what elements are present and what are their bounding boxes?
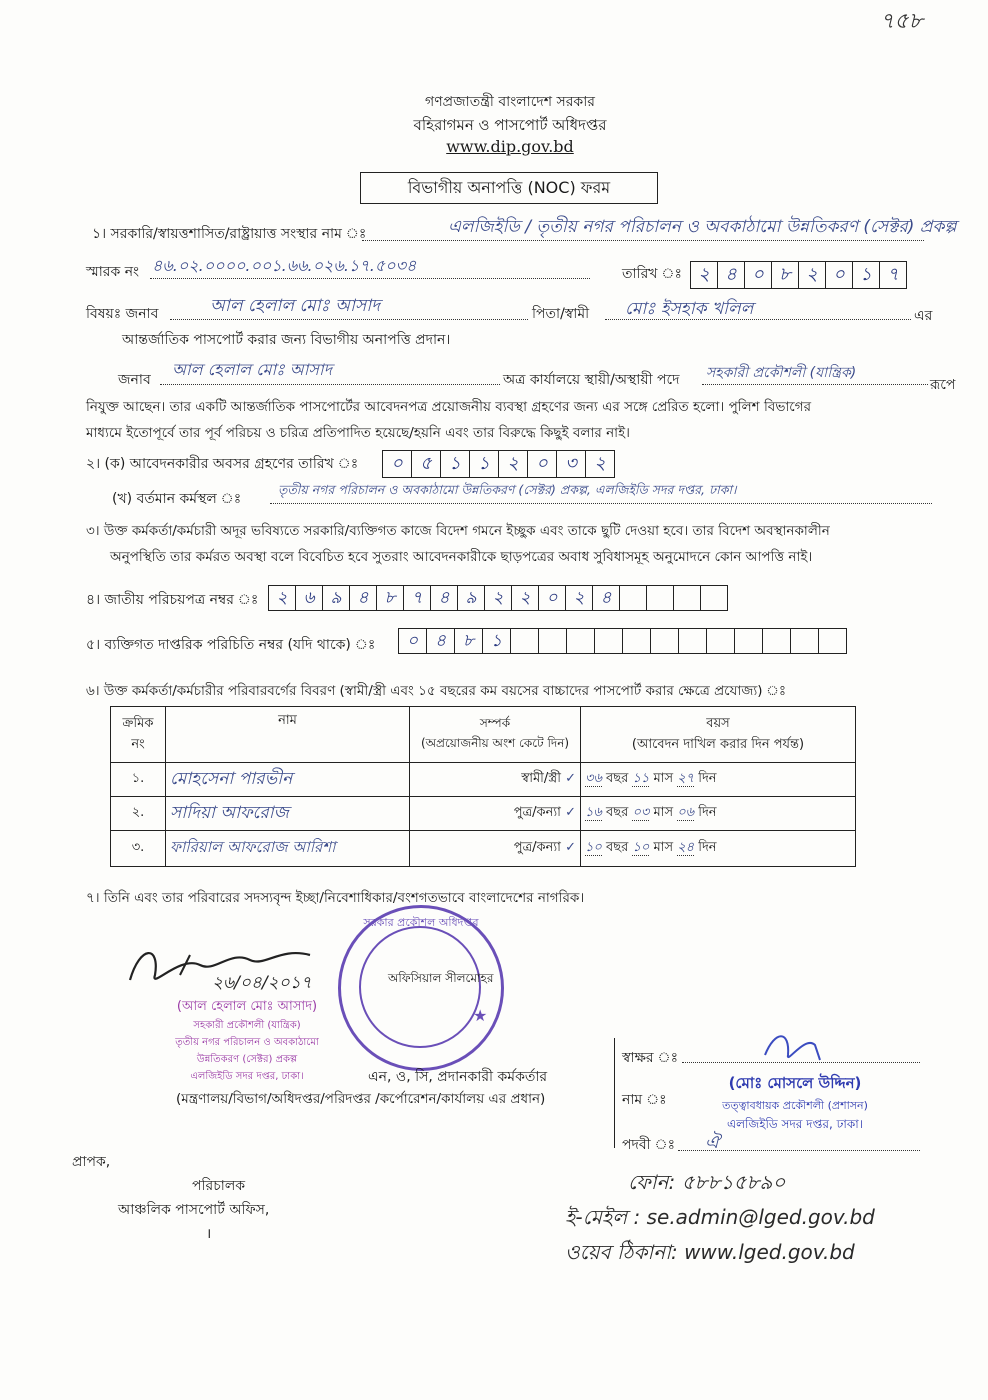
age-days: ০৬ (677, 805, 695, 820)
official-seal-label: অফিসিয়াল সীলমোহর (388, 971, 494, 985)
day-word: দিন (698, 771, 717, 786)
retirement-digit: ০ (382, 450, 411, 478)
left-stamp-line3: উন্নতিকরণ (সেক্টর) প্রকল্প (196, 1054, 298, 1065)
digit-box: ৪ (426, 628, 454, 654)
digit-box: ৭ (403, 585, 430, 611)
left-stamp-line2: তৃতীয় নগর পরিচালন ও অবকাঠামো (175, 1037, 319, 1048)
age-years: ১৬ (585, 805, 602, 820)
retirement-label: ২। (ক) আবেদনকারীর অবসর গ্রহণের তারিখ ঃ (86, 456, 359, 472)
name-label: নাম ঃ (622, 1092, 667, 1108)
row-serial: ২. (111, 797, 166, 831)
phone-line: ফোন: ৫৮৮১৫৮৯০ (628, 1170, 786, 1194)
memo-date-digit: ০ (744, 261, 771, 289)
name-header: নাম (166, 707, 410, 763)
memo-line (150, 278, 590, 279)
recipient-line1: পরিচালক (192, 1178, 246, 1194)
row-relation-text: পুত্র/কন্যা (513, 840, 561, 855)
age-months: ১০ (632, 840, 650, 855)
digit-box: ৪ (592, 585, 619, 611)
item3-line1: ৩। উক্ত কর্মকর্তা/কর্মচারী অদূর ভবিষ্যতে সরকারি/ব্যক্তিগত কাজে বিদেশ গমনে ইচ্ছুক এবং তাকে ছুটি দেওয়া হবে। তার বিদেশ অবস্থানকালীন (86, 523, 830, 539)
age-years: ১০ (585, 840, 602, 855)
left-stamp (152, 997, 342, 1086)
digit-box: ২ (484, 585, 511, 611)
workplace-line (270, 503, 932, 504)
digit-box (510, 628, 538, 654)
memo-date-digit: ২ (690, 261, 717, 289)
citizenship-statement: ৭। তিনি এবং তার পরিবারের সদস্যবৃন্দ ইচ্ছা/নিবেশাধিকার/বংশগতভাবে বাংলাদেশের নাগরিক। (86, 890, 585, 906)
right-stamp-name: (মোঃ মোসলে উদ্দিন) (728, 1074, 862, 1092)
digit-box (538, 628, 566, 654)
right-signature-scribble (760, 1025, 830, 1070)
header-website: www.dip.gov.bd (446, 137, 574, 156)
body-suffix: রূপে (930, 377, 956, 393)
digit-box: ৯ (457, 585, 484, 611)
retirement-digit: ৩ (556, 450, 585, 478)
retirement-digit: ০ (527, 450, 556, 478)
workplace-label: (খ) বর্তমান কর্মস্থল ঃ (112, 491, 242, 507)
right-stamp-office: এলজিইডি সদর দপ্তর, ঢাকা। (726, 1117, 864, 1131)
recipient-line2: আঞ্চলিক পাসপোর্ট অফিস, (118, 1202, 270, 1218)
subject-line2: আন্তর্জাতিক পাসপোর্ট করার জন্য বিভাগীয় অনাপত্তি প্রদান। (122, 332, 451, 348)
left-stamp-name: (আল হেলাল মোঃ আসাদ) (176, 999, 318, 1014)
age-days: ২৭ (677, 771, 695, 786)
right-signature-bracket (614, 1038, 615, 1148)
day-word: দিন (698, 805, 717, 820)
digit-box: ৮ (376, 585, 403, 611)
family-table (110, 706, 856, 867)
body-name-value: আল হেলাল মোঃ আসাদ (172, 360, 333, 379)
table-row (111, 797, 856, 831)
header-government: গণপ্রজাতন্ত্রী বাংলাদেশ সরকার (425, 94, 595, 110)
digit-box: ২ (268, 585, 295, 611)
memo-date-label: তারিখ ঃ (622, 266, 682, 282)
row-relation-text: পুত্র/কন্যা (513, 805, 561, 820)
official-id-label: ৫। ব্যক্তিগত দাপ্তরিক পরিচিতি নম্বর (যদি থাকে) ঃ (86, 637, 376, 653)
post-value: ঐ (705, 1132, 720, 1153)
digit-box (594, 628, 622, 654)
digit-box (673, 585, 700, 611)
official-id-boxes (398, 628, 847, 654)
digit-box (762, 628, 790, 654)
retirement-digit: ৫ (411, 450, 440, 478)
digit-box: ৪ (430, 585, 457, 611)
row-relation-text: স্বামী/স্ত্রী (521, 771, 561, 786)
digit-box (619, 585, 646, 611)
digit-box (818, 628, 847, 654)
memo-date-digit: ১ (852, 261, 879, 289)
relation-header-note: (অপ্রয়োজনীয় অংশ কেটে দিন) (420, 735, 570, 750)
nid-boxes (268, 585, 728, 611)
day-word: দিন (698, 840, 717, 855)
row-relation (410, 797, 581, 831)
memo-date-boxes (690, 261, 907, 289)
memo-date-digit: ৮ (771, 261, 798, 289)
seal-ring-text: সরকার প্রকৌশল অধিদপ্তর (363, 916, 479, 929)
age-months: ০৩ (632, 805, 650, 820)
digit-box: ০ (538, 585, 565, 611)
org-name-value: এলজিইডি / তৃতীয় নগর পরিচালন ও অবকাঠামো উন্নতিকরণ (সেক্টর) প্রকল্প (448, 217, 957, 237)
post-label: পদবী ঃ (622, 1137, 676, 1153)
digit-box: ২ (511, 585, 538, 611)
body-line3: মাধ্যমে ইতোপূর্বে তার পূর্ব পরিচয় ও চরিত্র প্রতিপাদিত হয়েছে/হয়নি এবং তার বিরুদ্ধে কিছুই বলার নাই। (86, 425, 630, 441)
subject-name-value: আল হেলাল মোঃ আসাদ (210, 296, 381, 316)
digit-box: ৯ (322, 585, 349, 611)
age-days: ২৪ (677, 840, 695, 855)
retirement-digit: ২ (498, 450, 527, 478)
memo-value: ৪৬.০২.০০০০.০০১.৬৬.০২৬.১৭.৫০৩৪ (152, 256, 417, 275)
digit-box: ০ (398, 628, 426, 654)
digit-box: ১ (482, 628, 510, 654)
retirement-digit: ১ (440, 450, 469, 478)
nid-label: ৪। জাতীয় পরিচয়পত্র নম্বর ঃ (86, 592, 259, 608)
body-line2: নিযুক্ত আছেন। তার একটি আন্তর্জাতিক পাসপোর্টের আবেদনপত্র প্রয়োজনীয় ব্যবস্থা গ্রহণের জন্য এর সঙ্গে প্রেরিত হলো। পুলিশ বিভাগের (86, 399, 811, 415)
memo-label: স্মারক নং (86, 264, 140, 280)
family-label: ৬। উক্ত কর্মকর্তা/কর্মচারীর পরিবারবর্গের বিবরণ (স্বামী/স্ত্রী এবং ১৫ বছরের কম বয়সের বাচ্চাদের পাসপোর্ট করার ক্ষেত্রে প্রযোজ্য) ঃ (86, 683, 787, 699)
email-line: ই-মেইল : se.admin@lged.gov.bd (565, 1205, 875, 1229)
row-name: মোহসেনা পারভীন (166, 763, 410, 797)
body-name-line (160, 384, 500, 385)
subject-label: বিষয়ঃ জনাব (86, 306, 159, 322)
table-row (111, 831, 856, 867)
page-number-mark: ৭৫৮ (880, 9, 923, 34)
year-word: বছর (606, 771, 629, 786)
item3-line2: অনুপস্থিতি তার কর্মরত অবস্থা বলে বিবেচিত হবে সুতরাং আবেদনকারীকে ছাড়পত্রের অবাধ সুবিধাসমূহ অনুমোদনে কোন আপত্তি নাই। (110, 549, 813, 565)
serial-header: ক্রমিক নং (111, 707, 166, 763)
tick-mark: ✓ (565, 840, 576, 855)
sign-label: স্বাক্ষর ঃ (622, 1050, 679, 1066)
noc-authority-offices: (মন্ত্রণালয়/বিভাগ/অধিদপ্তর/পরিদপ্তর /কর্পোরেশন/কার্যালয় এর প্রধান) (176, 1091, 546, 1107)
header-department: বহিরাগমন ও পাসপোর্ট অধিদপ্তর (413, 116, 607, 134)
month-word: মাস (653, 840, 674, 855)
website-line: ওয়েব ঠিকানা: www.lged.gov.bd (565, 1240, 855, 1264)
org-name-label: ১। সরকারি/স্বায়ত্তশাসিত/রাষ্ট্রায়াত্ত সংস্থার নাম ঃ (92, 226, 367, 242)
row-age (581, 797, 856, 831)
age-years: ৩৬ (585, 771, 602, 786)
digit-box: ২ (565, 585, 592, 611)
memo-date-digit: ০ (825, 261, 852, 289)
left-stamp-line1: সহকারী প্রকৌশলী (যান্ত্রিক) (193, 1020, 301, 1031)
tick-mark: ✓ (565, 771, 576, 786)
month-word: মাস (653, 771, 674, 786)
digit-box: ৮ (454, 628, 482, 654)
memo-date-digit: ৭ (879, 261, 907, 289)
table-row (111, 763, 856, 797)
retirement-digit: ১ (469, 450, 498, 478)
year-word: বছর (606, 805, 629, 820)
digit-box (734, 628, 762, 654)
right-stamp (668, 1072, 922, 1136)
retirement-digit: ২ (585, 450, 615, 478)
age-header-title: বয়স (706, 715, 730, 731)
digit-box (678, 628, 706, 654)
age-months: ১১ (632, 771, 650, 786)
recipient-line3: । (206, 1226, 212, 1242)
body-prefix: জনাব (118, 372, 151, 388)
year-word: বছর (606, 840, 629, 855)
row-age (581, 763, 856, 797)
digit-box (646, 585, 673, 611)
subject-suffix: এর (914, 308, 933, 324)
digit-box: ৬ (295, 585, 322, 611)
retirement-date-boxes (382, 450, 615, 478)
tick-mark: ✓ (565, 805, 576, 820)
workplace-value: তৃতীয় নগর পরিচালন ও অবকাঠামো উন্নতিকরণ (সেক্টর) প্রকল্প, এলজিইডি সদর দপ্তর, ঢাকা। (278, 482, 737, 497)
row-age (581, 831, 856, 867)
memo-date-digit: ২ (798, 261, 825, 289)
relation-header (410, 707, 581, 763)
row-serial: ১. (111, 763, 166, 797)
row-name: সাদিয়া আফরোজ (166, 797, 410, 831)
digit-box (706, 628, 734, 654)
seal-star-icon: ★ (473, 1006, 488, 1025)
father-label: পিতা/স্বামী (532, 306, 590, 322)
age-header (581, 707, 856, 763)
recipient-label: প্রাপক, (72, 1154, 111, 1170)
digit-box: ৪ (349, 585, 376, 611)
noc-authority: এন, ও, সি, প্রদানকারী কর্মকর্তার (368, 1069, 548, 1085)
month-word: মাস (653, 805, 674, 820)
relation-header-title: সম্পর্ক (479, 715, 511, 730)
row-relation (410, 763, 581, 797)
digit-box (622, 628, 650, 654)
signature-date: ২৬/০৪/২০১৭ (212, 973, 312, 993)
digit-box (700, 585, 728, 611)
row-relation (410, 831, 581, 867)
left-stamp-line4: এলজিইডি সদর দপ্তর, ঢাকা। (190, 1071, 304, 1082)
digit-box (650, 628, 678, 654)
digit-box (566, 628, 594, 654)
form-title: বিভাগীয় অনাপত্তি (NOC) ফরম (360, 172, 658, 204)
age-header-note: (আবেদন দাখিল করার দিন পর্যন্ত) (631, 736, 805, 752)
row-name: ফারিয়াল আফরোজ আরিশা (166, 831, 410, 867)
body-post-value: সহকারী প্রকৌশলী (যান্ত্রিক) (706, 365, 857, 381)
row-serial: ৩. (111, 831, 166, 867)
body-mid: অত্র কার্যালয়ে স্থায়ী/অস্থায়ী পদে (503, 372, 680, 388)
memo-date-digit: ৪ (717, 261, 744, 289)
father-value: মোঃ ইসহাক খলিল (625, 299, 754, 319)
digit-box (790, 628, 818, 654)
right-stamp-title: তত্ত্বাবধায়ক প্রকৌশলী (প্রশাসন) (722, 1099, 868, 1112)
